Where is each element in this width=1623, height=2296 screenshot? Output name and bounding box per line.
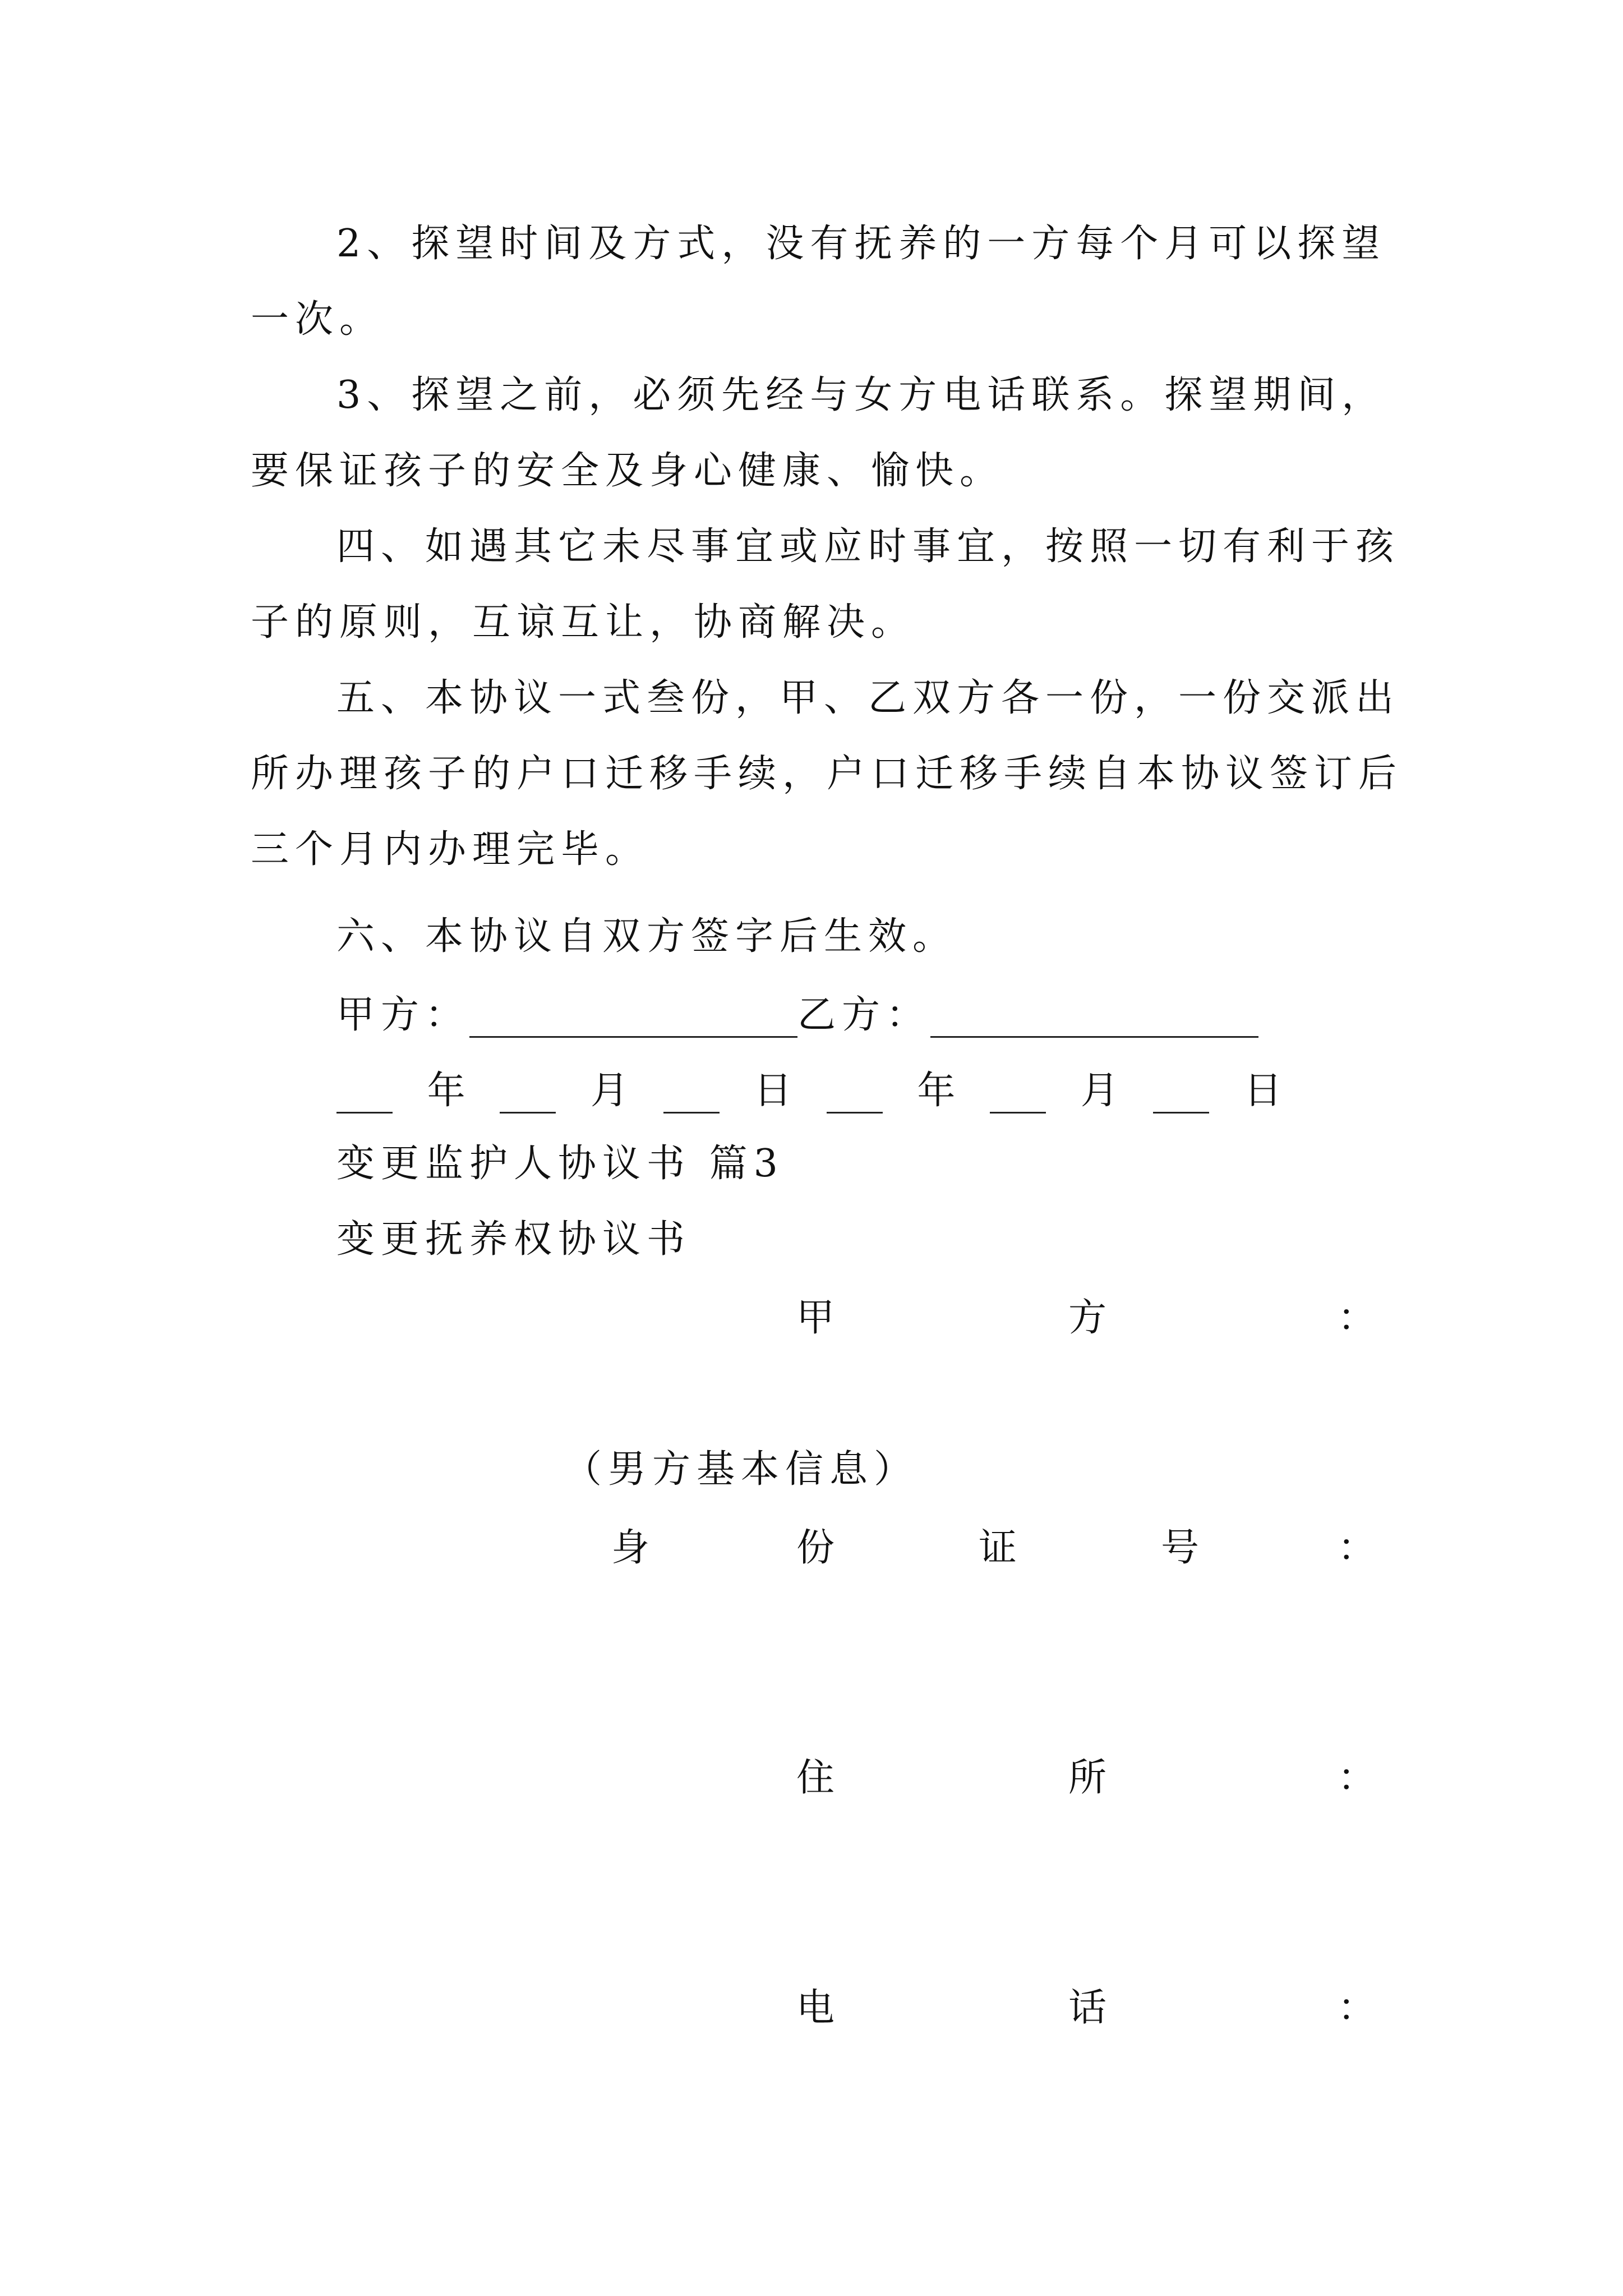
paragraph-visit-time-line2: 一次。: [251, 297, 384, 342]
day-a-label: 日: [754, 1069, 792, 1113]
year-b-label: 年: [917, 1069, 956, 1113]
day-b-blank: [1153, 1076, 1209, 1114]
paragraph-other-matters-line2: 子的原则，互谅互让，协商解决。: [251, 600, 916, 645]
id-number-char4: 号: [1161, 1526, 1200, 1570]
month-b-label: 月: [1080, 1069, 1119, 1113]
id-number-colon: ：: [1338, 1526, 1376, 1570]
paragraph-before-visit-line1: 3、探望之前，必须先经与女方电话联系。探望期间，: [336, 373, 1386, 417]
address-colon: ：: [1338, 1756, 1376, 1800]
year-b-blank: [827, 1076, 883, 1114]
section-title: 变更监护人协议书 篇3: [336, 1142, 784, 1186]
phone-char1: 电: [796, 1986, 835, 2030]
party-a-colon: ：: [1338, 1296, 1376, 1340]
phone-char2: 话: [1068, 1986, 1107, 2030]
paragraph-before-visit-line2: 要保证孩子的安全及身心健康、愉快。: [251, 449, 1004, 493]
month-b-blank: [990, 1076, 1046, 1114]
male-basic-info-label: （男方基本信息）: [564, 1447, 919, 1492]
month-a-blank: [500, 1076, 556, 1114]
party-a-signature-blank: [469, 1000, 797, 1038]
party-a-char2: 方: [1068, 1296, 1107, 1340]
id-number-char3: 证: [979, 1526, 1017, 1570]
party-b-signature-blank: [930, 1000, 1258, 1038]
address-char1: 住: [796, 1756, 835, 1800]
paragraph-effective: 六、本协议自双方签字后生效。: [336, 914, 957, 959]
month-a-label: 月: [590, 1069, 629, 1113]
party-a-char1: 甲: [796, 1296, 835, 1340]
day-b-label: 日: [1243, 1069, 1282, 1113]
paragraph-copies-line3: 三个月内办理完毕。: [251, 827, 650, 872]
year-a-blank: [336, 1076, 393, 1114]
signature-row: [336, 993, 1258, 1038]
address-char2: 所: [1068, 1756, 1107, 1800]
date-row: [336, 1069, 1299, 1114]
party-b-label: 乙方：: [797, 993, 931, 1037]
phone-colon: ：: [1338, 1986, 1376, 2030]
paragraph-other-matters-line1: 四、如遇其它未尽事宜或应时事宜，按照一切有利于孩: [336, 524, 1400, 569]
paragraph-copies-line2: 所办理孩子的户口迁移手续，户口迁移手续自本协议签订后: [251, 752, 1403, 796]
agreement-subtitle: 变更抚养权协议书: [336, 1217, 691, 1262]
paragraph-copies-line1: 五、本协议一式叁份，甲、乙双方各一份，一份交派出: [336, 676, 1400, 720]
id-number-char1: 身: [611, 1526, 650, 1570]
year-a-label: 年: [427, 1069, 465, 1113]
paragraph-visit-time-line1: 2、探望时间及方式，没有抚养的一方每个月可以探望: [336, 222, 1386, 266]
party-a-label: 甲方：: [336, 993, 470, 1037]
id-number-char2: 份: [796, 1526, 835, 1570]
day-a-blank: [663, 1076, 720, 1114]
